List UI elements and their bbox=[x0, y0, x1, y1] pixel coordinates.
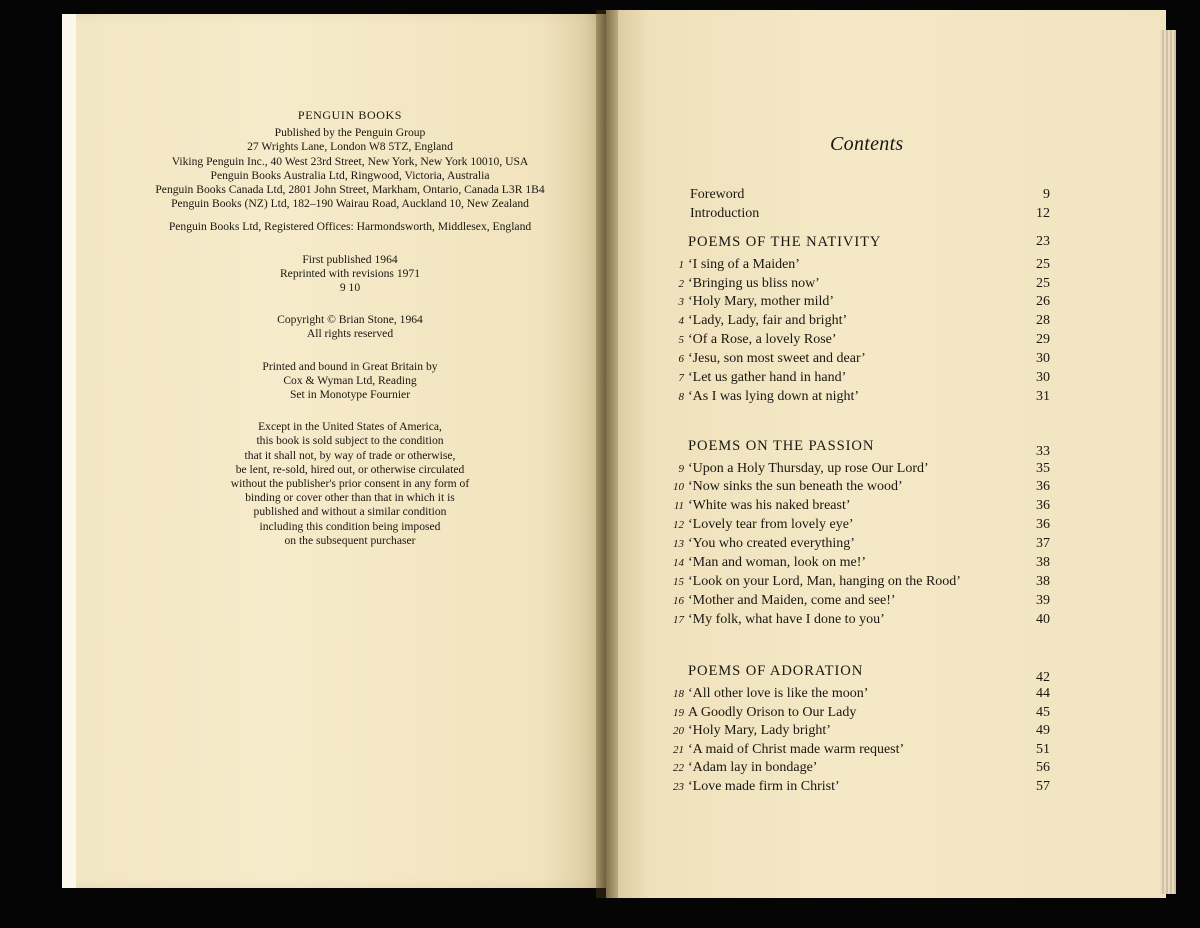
toc-entry-page: 44 bbox=[1036, 686, 1050, 701]
toc-entry bbox=[670, 610, 1050, 630]
toc-section-page: 42 bbox=[1036, 670, 1050, 685]
toc-entry-page: 12 bbox=[1036, 206, 1050, 221]
copyright-block bbox=[130, 108, 570, 548]
toc-entry-number: 20 bbox=[673, 725, 684, 737]
toc-entry-number: 15 bbox=[673, 576, 684, 588]
toc-entry-number: 22 bbox=[673, 762, 684, 774]
toc-entry-number: 13 bbox=[673, 538, 684, 550]
imprint-line: 27 Wrights Lane, London W8 5TZ, England bbox=[247, 140, 453, 154]
toc-section-title: POEMS OF ADORATION bbox=[688, 663, 864, 679]
toc-entry bbox=[670, 703, 1050, 723]
contents-heading: Contents bbox=[830, 133, 904, 155]
toc-entry-number: 21 bbox=[673, 744, 684, 756]
toc-entry-title: ‘Now sinks the sun beneath the wood’ bbox=[688, 479, 903, 494]
printing-line: Cox & Wyman Ltd, Reading bbox=[283, 373, 417, 387]
toc-entry-title: ‘Upon a Holy Thursday, up rose Our Lord’ bbox=[688, 461, 929, 476]
toc-entry-page: 38 bbox=[1036, 574, 1050, 589]
printing-line: Printed and bound in Great Britain by bbox=[262, 359, 438, 373]
toc-entry-page: 26 bbox=[1036, 294, 1050, 309]
toc-entry-number: 2 bbox=[678, 278, 684, 290]
toc-entry-title: ‘I sing of a Maiden’ bbox=[688, 257, 800, 272]
toc-entry-title: ‘White was his naked breast’ bbox=[688, 498, 851, 513]
toc-section-title: POEMS ON THE PASSION bbox=[688, 438, 875, 454]
toc-entry-page: 25 bbox=[1036, 276, 1050, 291]
toc-entry-number: 5 bbox=[678, 334, 684, 346]
toc-entry-page: 36 bbox=[1036, 517, 1050, 532]
toc-entry-title: ‘Let us gather hand in hand’ bbox=[688, 370, 847, 385]
copyright-line: All rights reserved bbox=[306, 327, 394, 341]
toc-entry-page: 30 bbox=[1036, 351, 1050, 366]
toc-entry-title: ‘Lady, Lady, fair and bright’ bbox=[688, 313, 848, 328]
toc-entry-number: 1 bbox=[678, 259, 684, 271]
toc-entry-title: ‘Lovely tear from lovely eye’ bbox=[688, 517, 854, 532]
toc-entry bbox=[670, 591, 1050, 611]
toc-entry-page: 30 bbox=[1036, 370, 1050, 385]
toc-entry-title: ‘A maid of Christ made warm request’ bbox=[688, 742, 905, 757]
toc-entry bbox=[670, 740, 1050, 760]
toc-entry bbox=[670, 330, 1050, 350]
toc-entry bbox=[670, 292, 1050, 312]
toc-entry-title: ‘Bringing us bliss now’ bbox=[688, 276, 820, 291]
toc-entry-page: 9 bbox=[1043, 187, 1050, 202]
toc-entry-title: ‘Mother and Maiden, come and see!’ bbox=[688, 593, 896, 608]
imprint-line: Penguin Books Canada Ltd, 2801 John Street, Markham, Ontario, Canada L3R 1B4 bbox=[155, 183, 545, 197]
toc-entry-title: ‘All other love is like the moon’ bbox=[688, 686, 869, 701]
publication-line: Reprinted with revisions 1971 bbox=[279, 266, 421, 280]
toc-entry bbox=[670, 721, 1050, 741]
toc-entry bbox=[670, 274, 1050, 294]
toc-entry-page: 45 bbox=[1036, 705, 1050, 720]
conditions-line: without the publisher's prior consent in any form of bbox=[230, 477, 470, 491]
publication-line: 9 10 bbox=[339, 281, 361, 295]
toc-entry-number: 23 bbox=[673, 781, 684, 793]
toc-entry-title: ‘Love made firm in Christ’ bbox=[688, 779, 840, 794]
toc-entry bbox=[670, 496, 1050, 516]
toc-entry-number: 9 bbox=[678, 463, 684, 475]
toc-entry bbox=[670, 684, 1050, 704]
toc-entry-page: 35 bbox=[1036, 461, 1050, 476]
book-gutter bbox=[596, 10, 618, 898]
conditions-line: including this condition being imposed bbox=[259, 519, 441, 533]
left-page-edge bbox=[62, 14, 76, 888]
toc-section-page: 23 bbox=[1036, 234, 1050, 249]
toc-entry bbox=[670, 515, 1050, 535]
toc-entry-number: 4 bbox=[678, 315, 684, 327]
toc-entry-page: 28 bbox=[1036, 313, 1050, 328]
toc-entry bbox=[670, 777, 1050, 797]
toc-entry-page: 51 bbox=[1036, 742, 1050, 757]
toc-entry-number: 18 bbox=[673, 688, 684, 700]
imprint-line: Published by the Penguin Group bbox=[274, 126, 426, 140]
toc-entry-page: 56 bbox=[1036, 760, 1050, 775]
toc-entry bbox=[670, 534, 1050, 554]
toc-entry-number: 16 bbox=[673, 595, 684, 607]
toc-entry bbox=[670, 349, 1050, 369]
toc-entry bbox=[670, 255, 1050, 275]
imprint-line: Penguin Books (NZ) Ltd, 182–190 Wairau Road, Auckland 10, New Zealand bbox=[171, 197, 529, 211]
toc-entry bbox=[670, 553, 1050, 573]
toc-entry-page: 36 bbox=[1036, 498, 1050, 513]
toc-entry-title: Introduction bbox=[690, 206, 760, 221]
toc-entry-page: 39 bbox=[1036, 593, 1050, 608]
toc-entry-introduction bbox=[670, 204, 1050, 224]
toc-entry-number: 11 bbox=[673, 500, 684, 512]
toc-entry-title: ‘As I was lying down at night’ bbox=[688, 389, 860, 404]
toc-entry-title: ‘Man and woman, look on me!’ bbox=[688, 555, 867, 570]
toc-entry-number: 7 bbox=[678, 372, 684, 384]
toc-entry-page: 49 bbox=[1036, 723, 1050, 738]
toc-entry-page: 37 bbox=[1036, 536, 1050, 551]
toc-entry-page: 57 bbox=[1036, 779, 1050, 794]
toc-entry-title: ‘You who created everything’ bbox=[688, 536, 855, 551]
toc-entry-title: ‘Of a Rose, a lovely Rose’ bbox=[688, 332, 837, 347]
toc-entry-page: 25 bbox=[1036, 257, 1050, 272]
toc-entry-foreword bbox=[670, 185, 1050, 205]
toc-entry-title: A Goodly Orison to Our Lady bbox=[688, 705, 857, 720]
toc-entry-title: ‘Jesu, son most sweet and dear’ bbox=[688, 351, 866, 366]
toc-entry-title: ‘Look on your Lord, Man, hanging on the Rood’ bbox=[688, 574, 961, 589]
toc-entry-title: ‘Holy Mary, mother mild’ bbox=[688, 294, 835, 309]
toc-section-page: 33 bbox=[1036, 444, 1050, 459]
toc-entry-number: 19 bbox=[673, 707, 684, 719]
toc-entry-number: 3 bbox=[678, 296, 684, 308]
conditions-line: on the subsequent purchaser bbox=[284, 533, 416, 547]
toc-section-heading bbox=[670, 661, 1050, 685]
registered-offices: Penguin Books Ltd, Registered Offices: Harmondsworth, Middlesex, England bbox=[168, 220, 532, 234]
imprint-line: Viking Penguin Inc., 40 West 23rd Street, New York, New York 10010, USA bbox=[171, 154, 529, 168]
toc-entry-page: 40 bbox=[1036, 612, 1050, 627]
toc-entry-number: 14 bbox=[673, 557, 684, 569]
toc-entry-number: 6 bbox=[678, 353, 684, 365]
toc-entry-title: ‘Adam lay in bondage’ bbox=[688, 760, 818, 775]
toc-entry-title: ‘My folk, what have I done to you’ bbox=[688, 612, 885, 627]
conditions-line: published and without a similar condition bbox=[253, 505, 447, 519]
toc-entry-number: 10 bbox=[673, 481, 684, 493]
toc-entry-number: 12 bbox=[673, 519, 684, 531]
conditions-line: Except in the United States of America, bbox=[258, 420, 442, 434]
toc-entry-page: 36 bbox=[1036, 479, 1050, 494]
conditions-line: this book is sold subject to the condition bbox=[256, 434, 444, 448]
printing-line: Set in Monotype Fournier bbox=[289, 388, 411, 402]
toc-entry bbox=[670, 572, 1050, 592]
toc-entry-title: Foreword bbox=[690, 187, 745, 202]
toc-entry bbox=[670, 387, 1050, 407]
right-page-edge bbox=[1160, 30, 1176, 894]
toc-entry-page: 38 bbox=[1036, 555, 1050, 570]
toc-entry bbox=[670, 368, 1050, 388]
toc-entry bbox=[670, 758, 1050, 778]
toc-section-title: POEMS OF THE NATIVITY bbox=[688, 234, 882, 250]
toc-entry bbox=[670, 311, 1050, 331]
toc-entry-number: 8 bbox=[678, 391, 684, 403]
imprint-line: Penguin Books Australia Ltd, Ringwood, Victoria, Australia bbox=[210, 168, 490, 182]
toc-entry-page: 31 bbox=[1036, 389, 1050, 404]
toc-entry bbox=[670, 459, 1050, 479]
toc-entry-number: 17 bbox=[673, 614, 684, 626]
conditions-line: that it shall not, by way of trade or otherwise, bbox=[244, 448, 456, 462]
toc-entry-page: 29 bbox=[1036, 332, 1050, 347]
toc-section-heading bbox=[670, 232, 1050, 252]
publisher-name: PENGUIN BOOKS bbox=[297, 108, 403, 122]
publication-line: First published 1964 bbox=[302, 252, 398, 266]
conditions-line: be lent, re-sold, hired out, or otherwise circulated bbox=[235, 462, 465, 476]
conditions-line: binding or cover other than that in which it is bbox=[245, 491, 455, 505]
toc-entry-title: ‘Holy Mary, Lady bright’ bbox=[688, 723, 831, 738]
copyright-line: Copyright © Brian Stone, 1964 bbox=[277, 313, 423, 327]
toc-entry bbox=[670, 477, 1050, 497]
toc-section-heading bbox=[670, 436, 1050, 459]
